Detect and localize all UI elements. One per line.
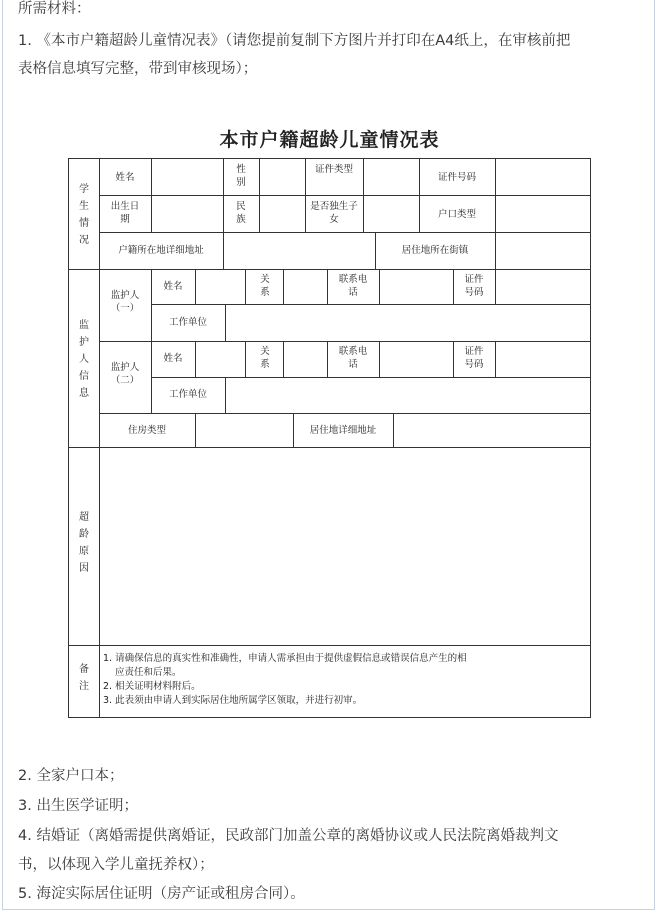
student-name-label: 姓名 xyxy=(115,172,135,183)
housing-type-label: 住房类型 xyxy=(127,425,166,436)
residence-address-label: 居住地详细地址 xyxy=(309,425,377,436)
item-1-line-2: 表格信息填写完整，带到审核现场）； xyxy=(18,61,258,77)
guardian-2-name-label: 姓名 xyxy=(163,353,183,364)
note-1-line-1: 1. 请确保信息的真实性和准确性，申请人需承担由于提供虚假信息或错误信息产生的相 xyxy=(103,653,467,664)
item-3: 3. 出生医学证明； xyxy=(18,798,138,814)
reason-section-label: 超龄原因 xyxy=(79,512,89,574)
hukou-address-label: 户籍所在地详细地址 xyxy=(118,245,204,256)
children-form-table xyxy=(68,158,591,718)
guardian-2-id-label: 证件号码 xyxy=(464,346,484,370)
form-title: 本市户籍超龄儿童情况表 xyxy=(219,129,440,151)
ethnicity-label: 民族 xyxy=(236,201,246,225)
guardian-2-phone-label: 联系电话 xyxy=(338,346,368,370)
item-1-line-1: 1. 《本市户籍超龄儿童情况表》（请您提前复制下方图片并打印在A4纸上，在审核前把 xyxy=(18,33,571,49)
id-number-label: 证件号码 xyxy=(437,172,476,183)
item-4-line-2: 书，以体现入学儿童抚养权）； xyxy=(18,857,214,873)
note-3: 3. 此表须由申请人到实际居住地所属学区领取，并进行初审。 xyxy=(103,695,363,706)
guardian-section-label: 监护人信息 xyxy=(79,320,89,399)
guardian-1-id-label: 证件号码 xyxy=(464,274,484,298)
note-1-line-2: 应责任和后果。 xyxy=(115,667,182,678)
guardian-1-phone-label: 联系电话 xyxy=(338,274,368,298)
guardian-1-label: 监护人（一） xyxy=(110,290,140,314)
birth-date-label: 出生日期 xyxy=(110,201,140,225)
guardian-1-employer-label: 工作单位 xyxy=(168,317,207,328)
guardian-1-relation-label: 关系 xyxy=(260,274,270,298)
item-2: 2. 全家户口本； xyxy=(18,768,124,784)
gender-label: 性别 xyxy=(236,164,246,188)
residence-street-label: 居住地所在街镇 xyxy=(401,245,469,256)
note-2: 2. 相关证明材料附后。 xyxy=(103,681,201,692)
hukou-type-label: 户口类型 xyxy=(437,209,476,220)
id-type-label: 证件类型 xyxy=(315,164,354,175)
student-section-label: 学生情况 xyxy=(79,184,89,246)
remarks-section-label: 备注 xyxy=(79,664,89,692)
item-5: 5. 海淀实际居住证明（房产证或租房合同）。 xyxy=(18,886,305,902)
item-4-line-1: 4. 结婚证（离婚需提供离婚证，民政部门加盖公章的离婚协议或人民法院离婚裁判文 xyxy=(18,828,559,844)
guardian-2-employer-label: 工作单位 xyxy=(168,389,207,400)
intro-text: 所需材料： xyxy=(18,1,91,17)
only-child-label: 是否独生子女 xyxy=(310,201,358,225)
guardian-1-name-label: 姓名 xyxy=(163,281,183,292)
guardian-2-label: 监护人（二） xyxy=(110,362,140,386)
guardian-2-relation-label: 关系 xyxy=(260,346,270,370)
